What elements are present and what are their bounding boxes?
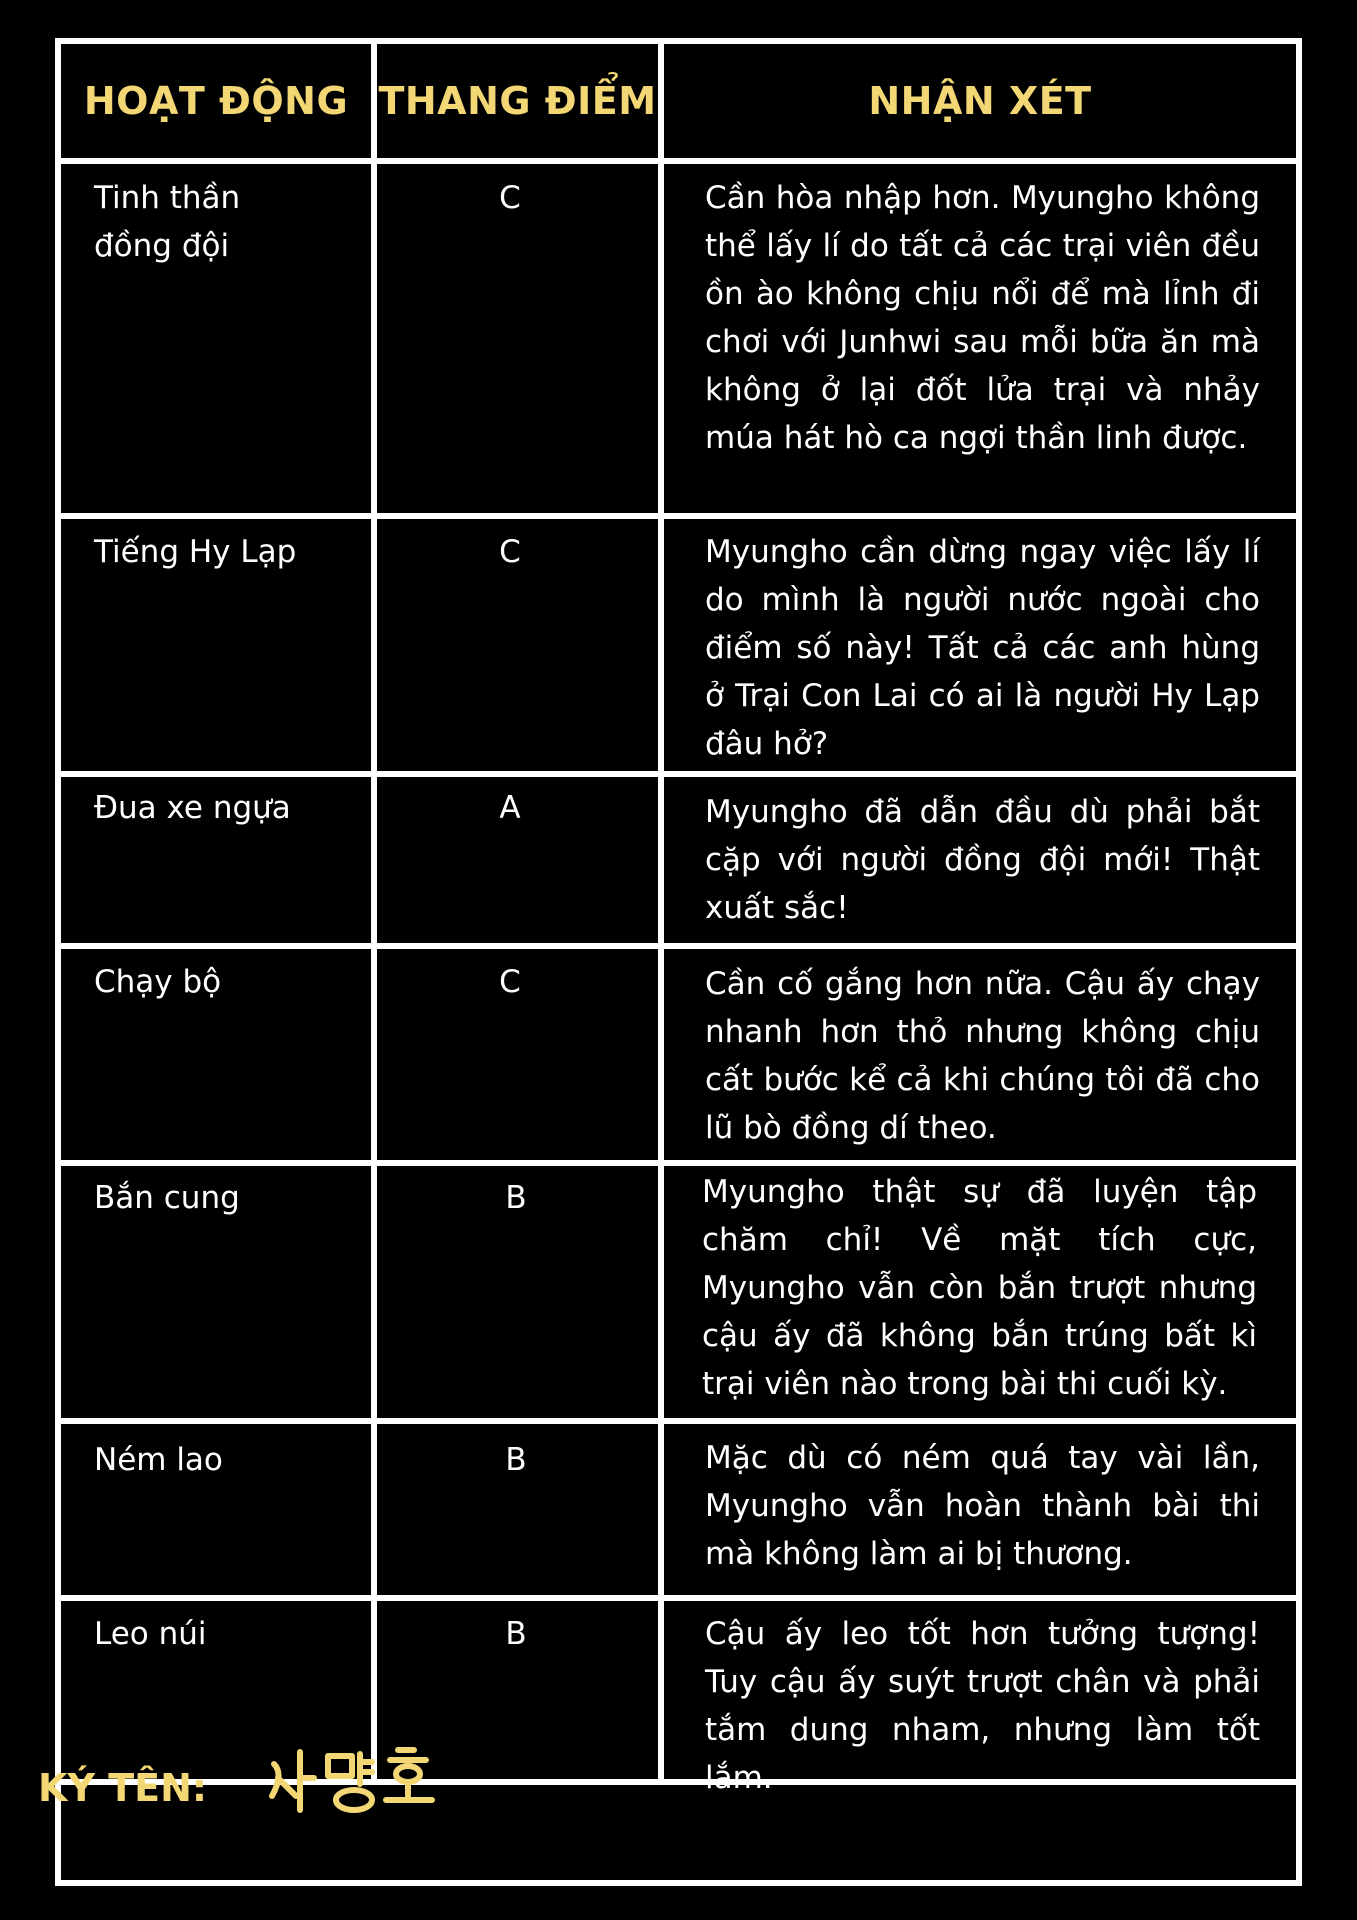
activity-name: Chạy bộ [94,964,222,1000]
comment-text: Cậu ấy leo tốt hơn tưởng tượng! Tuy cậu ấy suýt trượt chân và phải tắm dung nham, nhưng làm tốt lắm. [705,1616,1260,1796]
signature-label: KÝ TÊN: [38,1766,208,1810]
comment-text: Mặc dù có ném quá tay vài lần, Myungho vẫn hoàn thành bài thi mà không làm ai bị thương. [705,1440,1260,1572]
column-divider-1 [371,44,377,1785]
comment-text: Cần hòa nhập hơn. Myungho không thể lấy lí do tất cả các trại viên đều ồn ào không chịu nổi để mà lỉnh đi chơi với Junhwi sau mỗi bữa ăn mà không ở lại đốt lửa trại và nhảy múa hát hò ca ngợi thần linh được. [705,180,1260,456]
activity-name: Đua xe ngựa [94,790,291,826]
row-divider-5 [61,1418,1296,1424]
row-divider-6 [61,1595,1296,1601]
activity-name: Tinh thần đồng đội [94,180,241,264]
grade-value: C [499,964,521,1000]
activity-name: Leo núi [94,1616,207,1652]
header-activity: HOẠT ĐỘNG [83,79,349,123]
comment-text: Myungho đã dẫn đầu dù phải bắt cặp với người đồng đội mới! Thật xuất sắc! [705,794,1260,926]
header-comment: NHẬN XÉT [868,79,1092,123]
row-divider-2 [61,771,1296,777]
grade-value: A [499,790,521,826]
comment-text: Myungho cần dừng ngay việc lấy lí do mình là người nước ngoài cho điểm số này! Tất cả các anh hùng ở Trại Con Lai có ai là người Hy Lạp đâu hở? [705,534,1260,762]
grade-value: B [505,1180,527,1216]
grade-value: C [499,180,521,216]
row-divider-header [61,158,1296,164]
row-divider-1 [61,513,1296,519]
grade-value: B [505,1616,527,1652]
activity-name: Tiếng Hy Lạp [94,534,297,570]
header-grade: THANG ĐIỂM [378,79,657,123]
comment-text: Cần cố gắng hơn nữa. Cậu ấy chạy nhanh hơn thỏ nhưng không chịu cất bước kể cả khi chúng tôi đã cho lũ bò đồng dí theo. [705,966,1260,1146]
activity-name: Bắn cung [94,1180,240,1216]
comment-text: Myungho thật sự đã luyện tập chăm chỉ! Về mặt tích cực, Myungho vẫn còn bắn trượt nhưng cậu ấy đã không bắn trúng bất kì trại viên nào trong bài thi cuối kỳ. [702,1174,1257,1402]
column-divider-2 [658,44,664,1785]
activity-name: Ném lao [94,1442,223,1478]
row-divider-4 [61,1160,1296,1166]
signature-mark [256,1744,456,1824]
grade-value: C [499,534,521,570]
row-divider-3 [61,943,1296,949]
grade-value: B [505,1442,527,1478]
